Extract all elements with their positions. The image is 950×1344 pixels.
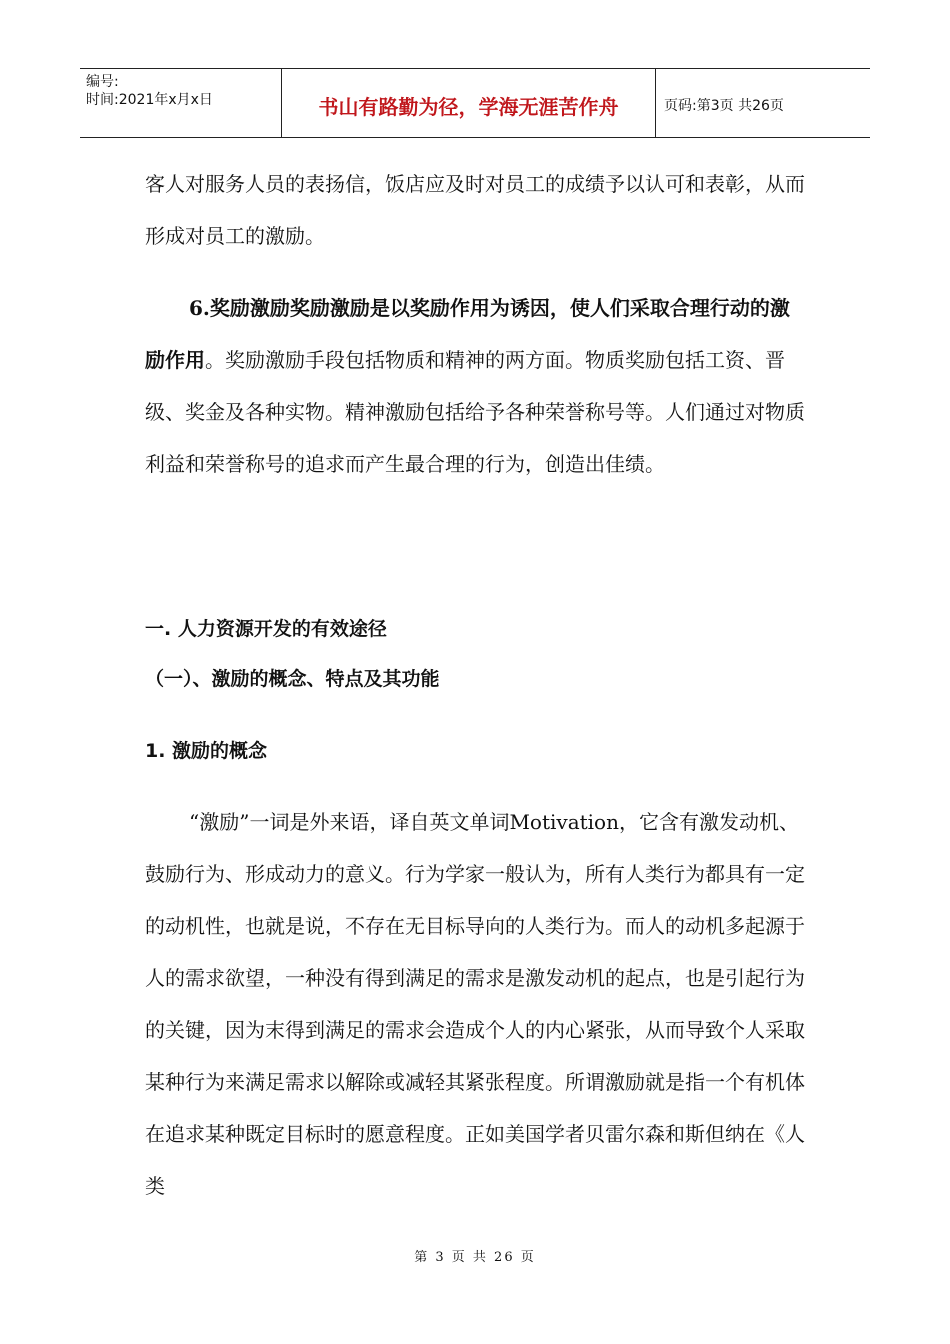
page-header [80,68,870,138]
paragraph-3: “激励”一词是外来语，译自英文单词Motivation，它含有激发动机、鼓励行为、形成动力的意义。行为学家一般认为，所有人类行为都具有一定的动机性，也就是说，不存在无目标导向的人类行为。而人的动机多起源于人的需求欲望，一种没有得到满足的需求是激发动机的起点，也是引起行为的关键，因为末得到满足的需求会造成个人的内心紧张，从而导致个人采取某种行为来满足需求以解除或减轻其紧张程度。所谓激励就是指一个有机体在追求某种既定目标时的愿意程度。正如美国学者贝雷尔森和斯但纳在《人类 [145,810,805,1198]
section-heading-3: 1. 激励的概念 [145,740,268,762]
header-motto: 书山有路勤为径，学海无涯苦作舟 [282,69,656,137]
number-label: 编号: [86,74,119,90]
date-label: 时间:2021年x月x日 [86,92,213,108]
paragraph-2-bold-lead: 6.奖励激励奖励激励是以奖励作用为诱因，使人们采取合理行动的激励作用 [145,296,790,372]
paragraph-2 [145,282,805,490]
section-heading-1: 一. 人力资源开发的有效途径 [145,618,387,640]
page-footer: 第 3 页 共 26 页 [414,1250,536,1265]
paragraph-2-text: 。奖励激励手段包括物质和精神的两方面。物质奖励包括工资、晋级、奖金及各种实物。精神激励包括给予各种荣誉称号等。人们通过对物质利益和荣誉称号的追求而产生最合理的行为，创造出佳绩。 [145,348,805,476]
paragraph-1: 客人对服务人员的表扬信，饭店应及时对员工的成绩予以认可和表彰，从而形成对员工的激励。 [145,172,805,248]
header-meta [80,69,282,137]
section-heading-2: （一）、激励的概念、特点及其功能 [145,668,440,690]
header-page-info: 页码:第3页 共26页 [664,98,784,114]
